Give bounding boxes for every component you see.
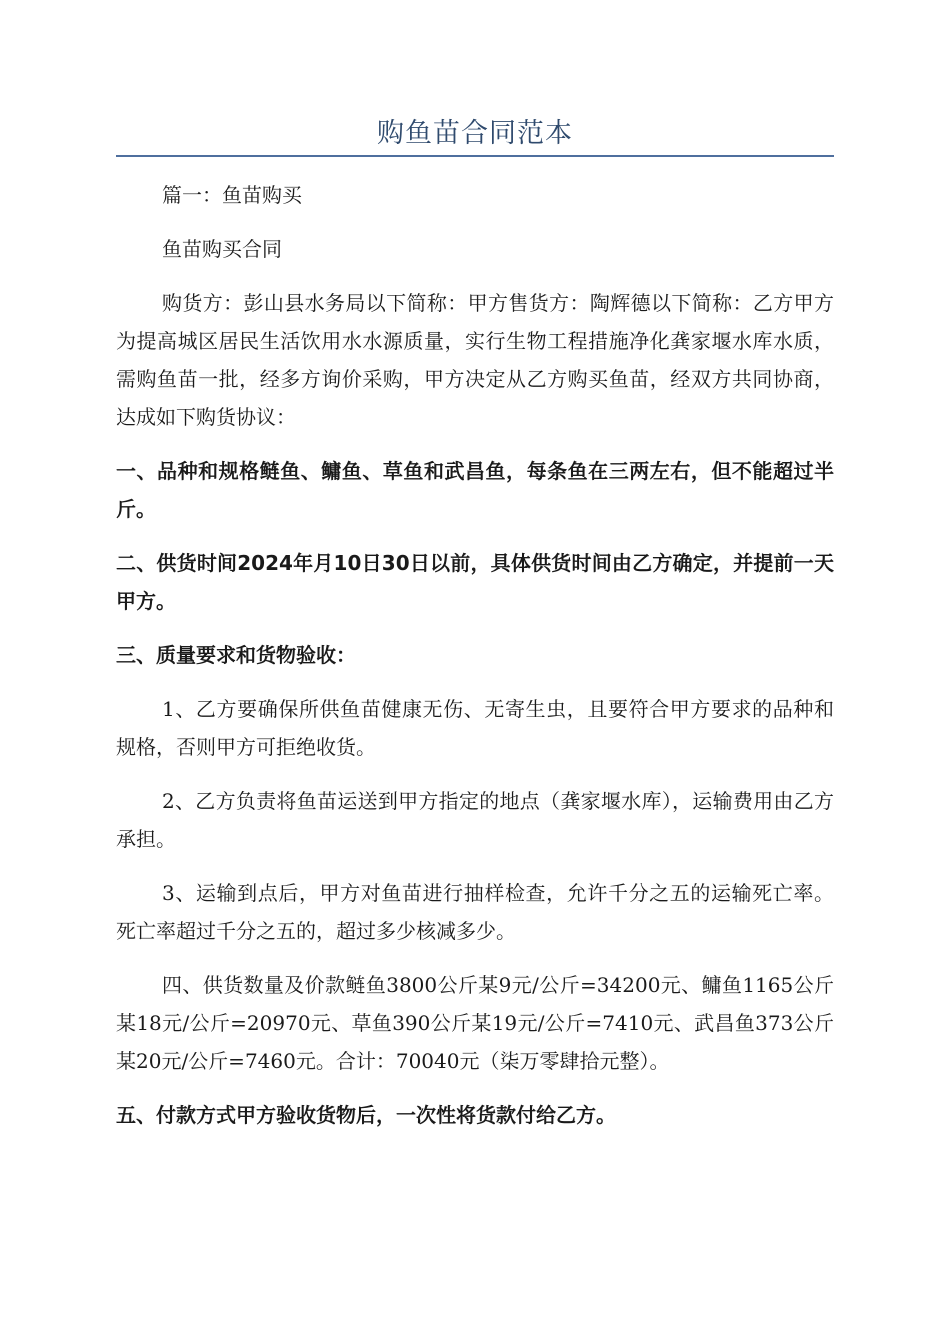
clause-4: 四、供货数量及价款鲢鱼3800公斤某9元/公斤=34200元、鳙鱼1165公斤某18元/公斤=20970元、草鱼390公斤某19元/公斤=7410元、武昌鱼373公斤某20元/公斤=7460元。合计：70040元（柒万零肆拾元整）。 <box>116 973 834 1073</box>
clause-2: 二、供货时间2024年月10日30日以前，具体供货时间由乙方确定，并提前一天甲方。 <box>116 551 834 613</box>
clause-3-3: 3、运输到点后，甲方对鱼苗进行抽样检查，允许千分之五的运输死亡率。死亡率超过千分之五的，超过多少核减多少。 <box>116 881 834 943</box>
title-underline <box>116 155 834 157</box>
clause-5: 五、付款方式甲方验收货物后，一次性将货款付给乙方。 <box>116 1103 616 1127</box>
parties-paragraph: 购货方：彭山县水务局以下简称：甲方售货方：陶辉德以下简称：乙方甲方为提高城区居民生活饮用水水源质量，实行生物工程措施净化龚家堰水库水质，需购鱼苗一批，经多方询价采购，甲方决定从乙方购买鱼苗，经双方共同协商，达成如下购货协议： <box>116 291 834 429</box>
clause-3-1: 1、乙方要确保所供鱼苗健康无伤、无寄生虫，且要符合甲方要求的品种和规格，否则甲方可拒绝收货。 <box>116 697 834 759</box>
section-heading: 篇一：鱼苗购买 <box>162 183 302 207</box>
document-title: 购鱼苗合同范本 <box>377 118 573 149</box>
clause-3-2: 2、乙方负责将鱼苗运送到甲方指定的地点（龚家堰水库），运输费用由乙方承担。 <box>116 789 834 851</box>
clause-3: 三、质量要求和货物验收： <box>116 643 356 667</box>
document-body <box>116 176 834 1134</box>
contract-name: 鱼苗购买合同 <box>162 237 282 261</box>
clause-1: 一、品种和规格鲢鱼、鳙鱼、草鱼和武昌鱼，每条鱼在三两左右，但不能超过半斤。 <box>116 459 834 521</box>
